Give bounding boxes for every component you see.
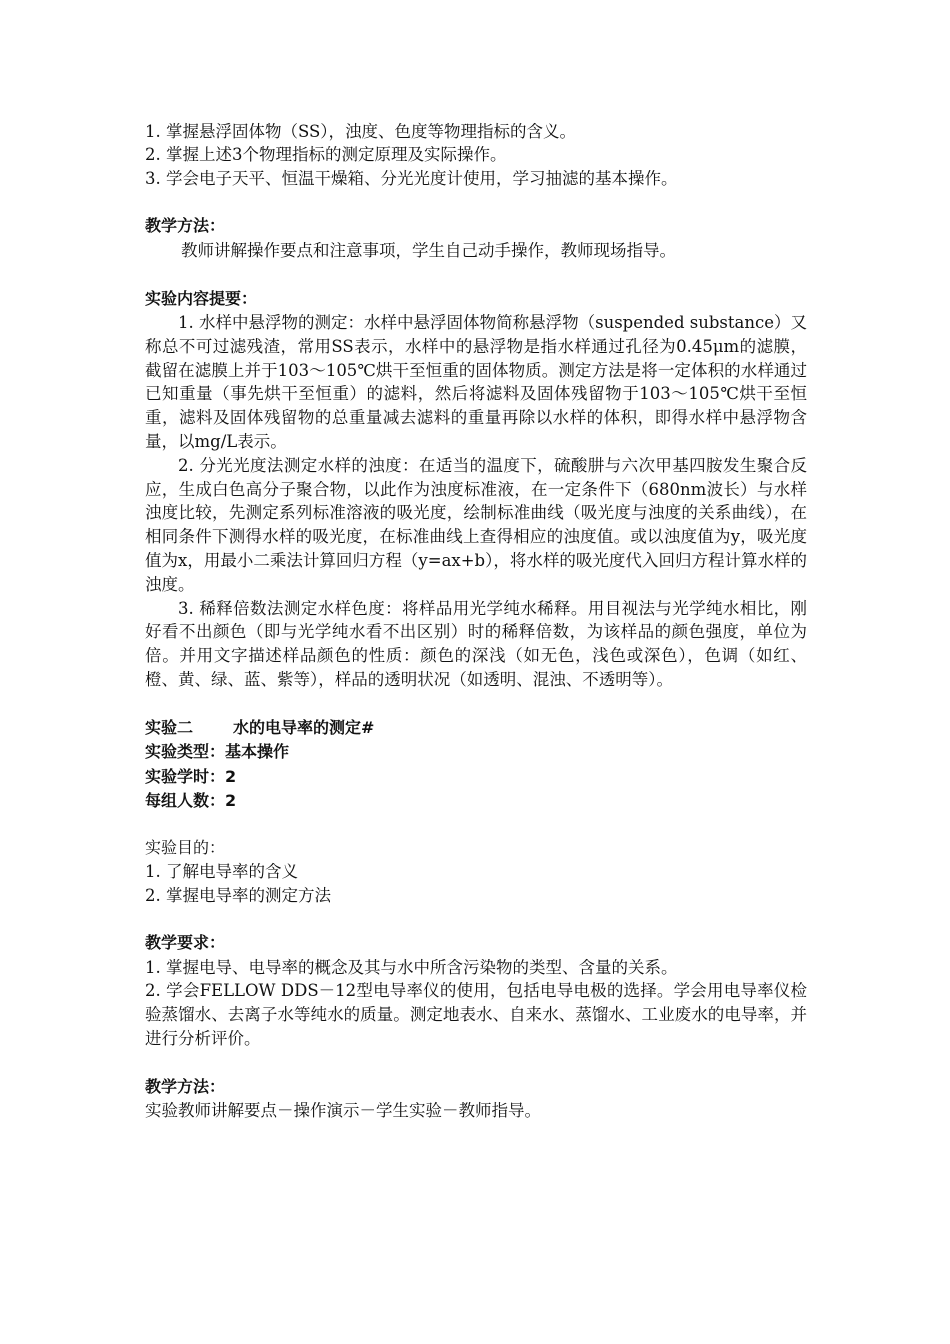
experiment-title [145, 716, 807, 741]
teaching-method-heading: 教学方法： [145, 1076, 226, 1096]
content-paragraph-turbidity: 2. 分光光度法测定水样的浊度：在适当的温度下，硫酸肼与六次甲基四胺发生聚合反应，生成白色高分子聚合物，以此作为浊度标准液，在一定条件下（680nm波长）与水样浊度比较，先测定系列标准溶液的吸光度，绘制标准曲线（吸光度与浊度的关系曲线），在相同条件下测得水样的吸光度，在标准曲线上查得相应的浊度值。或以浊度值为y，吸光度值为x，用最小二乘法计算回归方程（y=ax+b），将水样的吸光度代入回归方程计算水样的浊度。 [145, 455, 807, 594]
list-item: 1. 了解电导率的含义 [145, 862, 298, 882]
content-paragraph-ss: 1. 水样中悬浮物的测定：水样中悬浮固体物简称悬浮物（suspended substance）又称总不可过滤残渣，常用SS表示，水样中的悬浮物是指水样通过孔径为0.45μm的滤膜，截留在滤膜上并于103～105℃烘干至恒重的固体物质。测定方法是将一定体积的水样通过已知重量（事先烘干至恒重）的滤料，然后将滤料及固体残留物于103～105℃烘干至恒重，滤料及固体残留物的总重量减去滤料的重量再除以水样的体积，即得水样中悬浮物含量，以mg/L表示。 [145, 313, 807, 451]
experiment-name: 水的电导率的测定# [233, 717, 375, 737]
list-item: 1. 掌握电导、电导率的概念及其与水中所含污染物的类型、含量的关系。 [145, 957, 678, 977]
purpose-heading: 实验目的： [145, 837, 226, 857]
document-page [145, 120, 807, 1123]
requirements-heading: 教学要求： [145, 933, 226, 953]
teaching-method-text: 实验教师讲解要点－操作演示－学生实验－教师指导。 [145, 1101, 541, 1121]
experiment-group-size: 每组人数：2 [145, 791, 237, 811]
objectives-list [145, 120, 807, 190]
list-item: 3. 学会电子天平、恒温干燥箱、分光光度计使用，学习抽滤的基本操作。 [145, 168, 678, 188]
teaching-method-text: 教师讲解操作要点和注意事项，学生自己动手操作，教师现场指导。 [181, 240, 676, 260]
experiment-label: 实验二 [145, 717, 194, 737]
list-item: 2. 学会FELLOW DDS－12型电导率仪的使用，包括电导电极的选择。学会用电导率仪检验蒸馏水、去离子水等纯水的质量。测定地表水、自来水、蒸馏水、工业废水的电导率，并进行分析评价。 [145, 981, 807, 1048]
content-paragraph-color: 3. 稀释倍数法测定水样色度：将样品用光学纯水稀释。用目视法与光学纯水相比，刚好看不出颜色（即与光学纯水看不出区别）时的稀释倍数，为该样品的颜色强度，单位为倍。并用文字描述样品颜色的性质：颜色的深浅（如无色，浅色或深色），色调（如红、橙、黄、绿、蓝、紫等），样品的透明状况（如透明、混浊、不透明等）。 [145, 598, 807, 689]
experiment-type: 实验类型：基本操作 [145, 742, 290, 762]
list-item: 2. 掌握电导率的测定方法 [145, 885, 331, 905]
experiment-hours: 实验学时：2 [145, 766, 237, 786]
content-summary-heading: 实验内容提要： [145, 288, 258, 308]
list-item: 2. 掌握上述3个物理指标的测定原理及实际操作。 [145, 145, 507, 165]
list-item: 1. 掌握悬浮固体物（SS），浊度、色度等物理指标的含义。 [145, 122, 577, 141]
teaching-method-heading: 教学方法： [145, 216, 226, 236]
